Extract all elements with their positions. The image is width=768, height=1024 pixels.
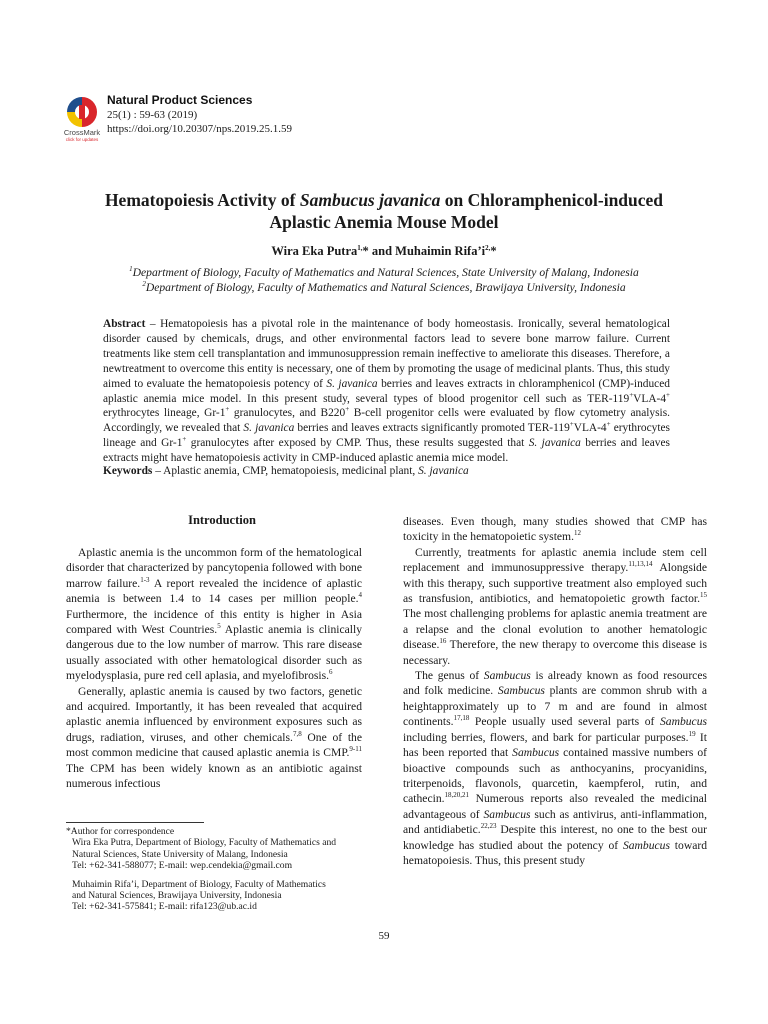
text: Currently, treatments for aplastic anemia include stem cell replacement and immunosuppressive therapy. bbox=[403, 545, 707, 575]
text: including berries, flowers, and bark for particular purposes. bbox=[403, 730, 689, 744]
keywords-text: – Aplastic anemia, CMP, hematopoiesis, medicinal plant, bbox=[152, 465, 419, 477]
genus-name: Sambucus bbox=[622, 838, 670, 852]
section-heading-introduction: Introduction bbox=[188, 513, 256, 527]
author-and: * and bbox=[362, 244, 396, 258]
intro-paragraph-1 bbox=[66, 545, 362, 684]
right-column bbox=[403, 514, 707, 868]
intro-paragraph-4 bbox=[403, 668, 707, 868]
text: People usually used several parts of bbox=[469, 715, 660, 729]
citation: 12 bbox=[573, 529, 581, 538]
genus-name: Sambucus bbox=[659, 715, 707, 729]
text: The genus of bbox=[415, 669, 484, 683]
author-2: Muhaimin Rifa’i bbox=[395, 244, 486, 258]
title-line2: Aplastic Anemia Mouse Model bbox=[269, 212, 499, 232]
abstract-text-2: berries and leaves extracts in chloramphenicol (CMP)-induced aplastic anemia mice model. In this present study, several types of blood progenitor cell such as TER-119 bbox=[103, 377, 670, 405]
genus-name: Sambucus bbox=[512, 746, 560, 760]
crossmark-logo[interactable] bbox=[62, 94, 102, 146]
footnote-author2-line2: and Natural Sciences, Brawijaya University, Indonesia bbox=[72, 890, 282, 902]
author-1-sup: 1, bbox=[357, 243, 363, 252]
text: Generally, aplastic anemia is caused by two factors, genetic and acquired. Importantly, it has been revealed that acquired aplastic anemia influenced by environment exposures such as drugs, radiation, viruses, and other chemicals. bbox=[66, 684, 362, 744]
sup-plus: + bbox=[345, 405, 350, 414]
sup-plus: + bbox=[606, 420, 611, 429]
footnote-author1-contact: Tel: +62-341-588077; E-mail: wep.cendekia@gmail.com bbox=[72, 860, 293, 872]
footnote-author1-line2: Natural Sciences, State University of Malang, Indonesia bbox=[72, 848, 288, 860]
sup-plus: + bbox=[666, 390, 670, 399]
title-species: Sambucus javanica bbox=[299, 190, 441, 210]
text: plants are common shrub with a heightapproximately up to 7 m and are found in almost continents. bbox=[403, 684, 707, 729]
abstract-text-11: berries and leaves extracts might have hematopoiesis activity in CMP-induced aplastic anemia mice model. bbox=[103, 437, 670, 465]
abstract-text-7: berries and leaves extracts significantly promoted TER-119 bbox=[294, 422, 570, 435]
abstract-species-3: S. javanica bbox=[528, 437, 581, 450]
abstract-species-2: S. javanica bbox=[243, 422, 295, 435]
crossmark-sub: click for updates bbox=[65, 137, 99, 142]
abstract bbox=[103, 317, 670, 466]
author-star: * bbox=[490, 244, 497, 258]
text: It has been reported that bbox=[403, 730, 707, 760]
author-1: Wira Eka Putra bbox=[271, 244, 358, 258]
citation: 4 bbox=[358, 591, 362, 600]
citation: 5 bbox=[217, 622, 221, 631]
text: A report revealed the incidence of aplastic anemia is between 1.4 to 14 cases per million people. bbox=[66, 576, 362, 606]
sup-plus: + bbox=[569, 420, 574, 429]
citation: 22,23 bbox=[480, 822, 497, 831]
author-2-sup: 2, bbox=[485, 243, 491, 252]
citation: 19 bbox=[688, 729, 696, 738]
affiliation-1-num: 1 bbox=[129, 265, 133, 274]
affiliation-2-num: 2 bbox=[142, 280, 146, 289]
affiliation-2 bbox=[40, 281, 728, 294]
sup-plus: + bbox=[225, 405, 230, 414]
text: Furthermore, the incidence of this entity is higher in Asia compared with West Countries. bbox=[66, 607, 362, 637]
affiliation-1 bbox=[40, 266, 728, 279]
keywords-species: S. javanica bbox=[418, 465, 469, 477]
sup-plus: + bbox=[182, 435, 187, 444]
volume-pages: 25(1) : 59-63 (2019) bbox=[107, 109, 198, 121]
abstract-species-1: S. javanica bbox=[326, 377, 378, 390]
text: The CPM has been widely known as an antibiotic against numerous infectious bbox=[66, 761, 362, 791]
abstract-text-1: – Hematopoiesis has a pivotal role in the maintenance of body homeostasis. Ironically, several hematological disorder caused by chemicals, drugs, and other environmental factors lead to severe bone marrow failure. Current treatments like stem cell transplantation and immunosuppression remain ineffective to ameliorate this diseases. Therefore, a newtreatment to overcome this entity is necessary, one of them by promoting the usage of medicinal plants. Thus, this study aimed to evaluate the hematopoiesis potency of bbox=[103, 318, 670, 390]
page-number: 59 bbox=[378, 930, 390, 942]
affiliation-2-text: Department of Biology, Faculty of Mathematics and Natural Sciences, Brawijaya University, Indonesia bbox=[145, 281, 626, 294]
text: is already known as food resources and folk medicine. bbox=[403, 669, 707, 698]
abstract-text-5: granulocytes, and B220 bbox=[229, 407, 346, 420]
intro-paragraph-2-cont bbox=[403, 514, 707, 545]
text: Despite this interest, no one to the best our knowledge has studied about the potency of bbox=[403, 823, 707, 852]
citation: 9-11 bbox=[349, 745, 362, 754]
citation: 11,13,14 bbox=[628, 560, 653, 569]
citation: 7,8 bbox=[292, 730, 302, 739]
abstract-text-6: B-cell progenitor cells were evaluated by flow cytometry analysis. Accordingly, we revealed that bbox=[103, 407, 670, 435]
genus-name: Sambucus bbox=[483, 669, 531, 683]
abstract-label: Abstract bbox=[103, 318, 146, 330]
paper-title bbox=[40, 189, 728, 233]
abstract-text-4: erythrocytes lineage, Gr-1 bbox=[103, 407, 226, 420]
crossmark-label: CrossMark bbox=[63, 128, 101, 137]
text: Alongside with this therapy, such supportive treatment also employed such as transfusion, antibiotics, and hematopoietic growth factor. bbox=[403, 561, 708, 606]
text: Aplastic anemia is clinically dangerous due to the low number of marrow. This rare disease usually associated with other hematological disorder such as myelodysplasia, pure red cell aplasia, and myelofibrosis. bbox=[66, 623, 362, 683]
genus-name: Sambucus bbox=[483, 807, 531, 821]
doi-link[interactable]: https://doi.org/10.20307/nps.2019.25.1.59 bbox=[107, 123, 292, 135]
affiliation-1-text: Department of Biology, Faculty of Mathematics and Natural Sciences, State University of Malang, Indonesia bbox=[132, 266, 639, 279]
text: The most challenging problems for aplastic anemia treatment are a relapse and the clonal evolution to another hematologic disease. bbox=[403, 607, 707, 652]
journal-name: Natural Product Sciences bbox=[107, 93, 253, 107]
abstract-text-3: VLA-4 bbox=[633, 392, 667, 405]
title-part2: on Chloramphenicol-induced bbox=[440, 190, 664, 210]
abstract-text-8: VLA-4 bbox=[573, 422, 607, 435]
text: Aplastic anemia is the uncommon form of the hematological disorder that characterized by pancytopenia followed with bone marrow failure. bbox=[66, 546, 362, 590]
title-part1: Hematopoiesis Activity of bbox=[104, 190, 300, 210]
footnote-author2-line1: Muhaimin Rifa’i, Department of Biology, Faculty of Mathematics bbox=[72, 878, 326, 890]
text: toward hematopoiesis. Thus, this present study bbox=[403, 838, 707, 867]
footnote-author1-line1: Wira Eka Putra, Department of Biology, Faculty of Mathematics and bbox=[72, 837, 337, 849]
text: Therefore, the new therapy to overcome this disease is necessary. bbox=[403, 638, 707, 667]
citation: 16 bbox=[439, 637, 447, 646]
left-column bbox=[66, 545, 362, 792]
abstract-text-9: erythrocytes lineage and Gr-1 bbox=[103, 422, 670, 450]
text: diseases. Even though, many studies showed that CMP has toxicity in the hematopoietic system. bbox=[403, 515, 707, 544]
text: Numerous reports also revealed the medicinal advantageous of bbox=[403, 792, 707, 821]
keywords bbox=[103, 465, 670, 477]
citation: 6 bbox=[329, 668, 333, 677]
sup-plus: + bbox=[629, 390, 634, 399]
footnote-author2-contact: Tel: +62-341-575841; E-mail: rifa123@ub.ac.id bbox=[72, 901, 257, 913]
citation: 18,20,21 bbox=[444, 791, 470, 800]
citation: 1-3 bbox=[140, 575, 150, 584]
footnote-head: *Author for correspondence bbox=[66, 826, 175, 837]
correspondence-footnote bbox=[66, 826, 376, 913]
text: such as antivirus, anti-inflammation, and antidiabetic. bbox=[403, 807, 707, 837]
footnote-divider bbox=[66, 822, 204, 823]
text: One of the most common medicine that caused aplastic anemia is CMP. bbox=[66, 730, 362, 760]
citation: 15 bbox=[700, 591, 707, 600]
citation: 17,18 bbox=[453, 714, 470, 723]
authors bbox=[40, 244, 728, 259]
intro-paragraph-3 bbox=[403, 545, 707, 668]
abstract-text-10: granulocytes after exposed by CMP. Thus, these results suggested that bbox=[186, 437, 529, 450]
genus-name: Sambucus bbox=[497, 684, 545, 698]
intro-paragraph-2 bbox=[66, 684, 362, 792]
keywords-label: Keywords bbox=[103, 465, 153, 477]
text: contained massive numbers of bioactive compounds such as anthocyanins, procyanidins, triterpenoids, flavonols, quarcetin, kaempferol, rutin, and cathecin. bbox=[403, 746, 707, 806]
